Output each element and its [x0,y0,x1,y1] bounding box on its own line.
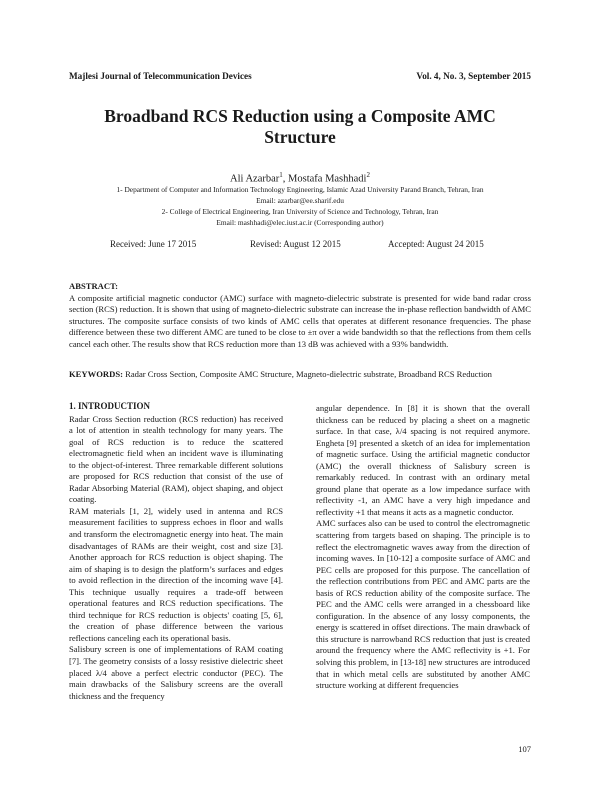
keywords-text: Radar Cross Section, Composite AMC Structure, Magneto-dielectric substrate, Broadband RCS Reduction [125,369,492,379]
section-heading: 1. INTRODUCTION [69,401,151,411]
affiliation-department: 2- College of Electrical Engineering, Iran University of Science and Technology, Tehran, Iran [161,207,439,216]
right-column [316,403,530,692]
author-list [69,171,531,185]
volume-info: Vol. 4, No. 3, September 2015 [416,71,531,81]
paper-title: Broadband RCS Reduction using a Composite AMC Structure [104,106,496,147]
journal-name: Majlesi Journal of Telecommunication Devices [69,71,252,81]
affiliation-email: Email: azarbar@ee.sharif.edu [256,195,344,205]
paragraph: Radar Cross Section reduction (RCS reduction) has received a lot of attention in stealth technology for many years. The goal of RCS reduction is to reduce the scattered electromagnetic field when an incident wave is illuminating to the object-of-interest. Three remarkable different solutions are proposed for RCS reduction that consist of the use of Radar Absorbing Material (RAM), object shaping, and object coating. [69,413,283,505]
affiliation-department: 1- Department of Computer and Information Technology Engineering, Islamic Azad University Parand Branch, Tehran, Iran [116,185,484,194]
author-affiliation-mark: 2 [366,171,370,179]
affiliation-2 [69,207,531,228]
author-name: Ali Azarbar [230,173,280,185]
affiliation-1 [69,185,531,206]
abstract [69,281,531,351]
accepted-date: Accepted: August 24 2015 [388,239,484,249]
author-name: Mostafa Mashhadi [288,173,367,185]
paragraph: Salisbury screen is one of implementations of RAM coating [7]. The geometry consists of a lossy resistive dielectric sheet placed λ/4 above a perfect electric conductor (PEC). The main drawbacks of the Salisbury screens are the overall thickness and the frequency [69,644,283,701]
paragraph: AMC surfaces also can be used to control the electromagnetic scattering from targets based on shaping. The principle is to reflect the electromagnetic waves away from the direction of incoming waves. In [10-12] a composite surface of AMC and PEC cells are proposed for this purpose. The cancellation of the reflection contributions from PEC and AMC parts are the basis of RCS reduction ability of the composite surface. The PEC and the AMC cells were arranged in a chessboard like configuration. In the absence of any lossy components, the energy is scattered in offset directions. The main drawback of this structure is narrowband RCS reduction that just is created around the frequency where the AMC reflectivity is +1. For solving this problem, in [13-18] new structures are introduced that in which metal cells are substituted by another AMC structure working at different frequencies [316,518,530,691]
author-affiliation-mark: 1 [279,171,283,179]
abstract-label: ABSTRACT: [69,281,119,291]
revised-date: Revised: August 12 2015 [250,239,341,249]
paragraph: angular dependence. In [8] it is shown that the overall thickness can be reduced by placing a sheet on a magnetic surface. In that case, λ/4 spacing is not required anymore. Engheta [9] presented a sketch of an idea for implementation of magnetic surface. Using the artificial magnetic conductor (AMC) the overall thickness of Salisbury screen is remarkably reduced. In contrast with an ordinary metal ground plane that operate as a low impedance surface with reflectivity -1, an AMC have a very high impedance and reflectivity +1 that means it acts as a magnetic conductor. [316,403,530,517]
keywords-label: KEYWORDS: [69,369,123,379]
author-separator: , [282,173,289,185]
received-date: Received: June 17 2015 [110,239,197,249]
keywords [69,369,531,381]
paragraph: RAM materials [1, 2], widely used in antenna and RCS measurement facilities to suppress echoes in floor and walls and transform the electromagnetic energy into heat. The main disadvantages of RAMs are their weight, cost and size [3]. Another approach for RCS reduction is object shaping. The aim of shaping is to design the platform’s surfaces and edges to avoid reflection in the direction of the incoming wave [4]. This technique usually requires a trade-off between operational features and RCS reduction specifications. The third technique for RCS reduction is objects' coating [5, 6], the creation of phase difference between the various reflections canceling each its operational basis. [69,505,283,643]
left-column [69,401,283,702]
affiliation-email: Email: mashhadi@elec.iust.ac.ir (Corresponding author) [216,217,384,227]
abstract-text: A composite artificial magnetic conductor (AMC) surface with magneto-dielectric substrate is presented for wide band radar cross section (RCS) reduction. It is shown that using of magneto-dielectric substrate can increase the in-phase reflection bandwidth of AMC structures. The composite surface consists of two kinds of AMC cells that operates at different resonance frequencies. The phase difference between these two different AMC are tuned to be close to ±π over a wide bandwidth so that the reflections from them cells cancel each other. The results show that RCS reduction more than 13 dB was achieved with a 93% bandwidth. [69,292,531,349]
page-number: 107 [518,744,531,754]
